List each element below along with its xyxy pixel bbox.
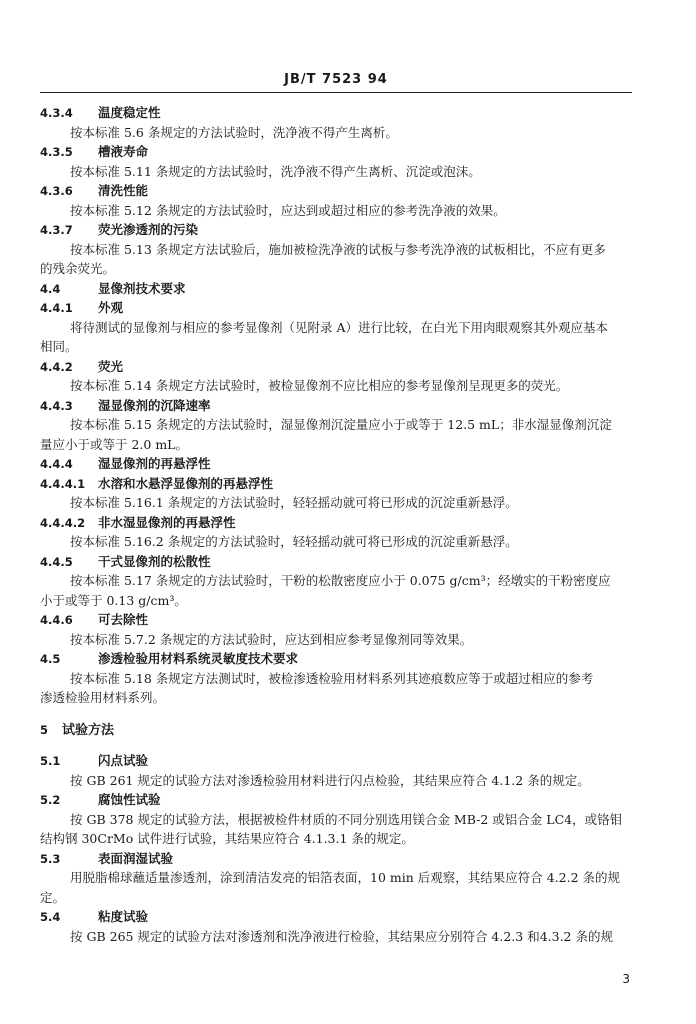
section-heading <box>40 720 632 740</box>
clause-number: 4.4.6 <box>40 613 73 627</box>
clause-title: 温度稳定性 <box>98 105 161 120</box>
clause-heading <box>40 751 632 771</box>
header-rule <box>40 92 632 93</box>
clause-heading <box>40 103 632 123</box>
body-line: 将待测试的显像剂与相应的参考显像剂（见附录 A）进行比较，在白光下用肉眼观察其外观应基本 <box>70 319 609 335</box>
body-line: 按本标准 5.7.2 条规定的方法试验时，应达到相应参考显像剂同等效果。 <box>70 631 473 647</box>
clause-heading <box>40 181 632 201</box>
clause-number: 4.4.1 <box>40 301 73 315</box>
clause-title: 荧光 <box>98 358 124 374</box>
clause-heading <box>40 396 632 416</box>
clause-title: 湿显像剂的沉降速率 <box>98 397 211 413</box>
clause-number: 4.4.4 <box>40 457 73 471</box>
clause-title: 水溶和水悬浮显像剂的再悬浮性 <box>98 475 274 491</box>
body-line: 按本标准 5.17 条规定的方法试验时，干粉的松散密度应小于 0.075 g/cm³；经墩实的干粉密度应 <box>70 573 611 588</box>
clause-heading <box>40 298 632 318</box>
body-line: 按本标准 5.13 条规定方法试验后，施加被检洗净液的试板与参考洗净液的试板相比，不应有更多 <box>70 241 606 257</box>
clause-title: 湿显像剂的再悬浮性 <box>98 456 211 471</box>
clause-number: 5.2 <box>40 793 61 807</box>
continuation-line: 相同。 <box>40 339 78 354</box>
clause-heading <box>40 474 632 494</box>
clause-title: 槽液寿命 <box>98 144 149 159</box>
clause-heading <box>40 907 632 927</box>
body-line: 按本标准 5.16.2 条规定的方法试验时，轻轻摇动就可将已形成的沉淀重新悬浮。 <box>70 534 518 549</box>
clause-title: 显像剂技术要求 <box>98 280 186 296</box>
body-line: 按 GB 378 规定的试验方法，根据被检件材质的不同分别选用镁合金 MB-2 或铝合金 LC4，或铬钼 <box>70 811 623 827</box>
clause-title: 可去除性 <box>98 612 149 627</box>
clause-number: 4.5 <box>40 652 61 666</box>
clause-number: 4.4 <box>40 281 61 296</box>
clause-number: 4.4.4.2 <box>40 515 86 530</box>
continuation-line: 结构钢 30CrMo 试件进行试验，其结果应符合 4.1.3.1 条的规定。 <box>40 831 414 846</box>
body-line: 用脱脂棉球蘸适量渗透剂，涂到清洁发亮的铝箔表面，10 min 后观察，其结果应符合 4.2.2 条的规 <box>70 870 621 885</box>
clause-number: 4.4.2 <box>40 359 73 374</box>
page-number: 3 <box>622 972 630 986</box>
clause-title: 外观 <box>98 300 124 315</box>
clause-number: 4.3.7 <box>40 223 73 237</box>
body-line: 按本标准 5.18 条规定方法测试时，被检渗透检验用材料系列其迹痕数应等于或超过相应的参考 <box>70 670 594 686</box>
clause-heading <box>40 513 632 533</box>
body-line: 按 GB 261 规定的试验方法对渗透检验用材料进行闪点检验，其结果应符合 4.1.2 条的规定。 <box>70 772 590 788</box>
spacer <box>40 708 632 720</box>
clause-number: 4.4.3 <box>40 398 73 413</box>
clause-number: 5.4 <box>40 910 61 924</box>
continuation-line: 定。 <box>40 889 66 905</box>
body-line: 按本标准 5.14 条规定方法试验时，被检显像剂不应比相应的参考显像剂呈现更多的荧光。 <box>70 378 569 393</box>
clause-title: 表面润湿试验 <box>98 850 174 866</box>
clause-heading <box>40 220 632 240</box>
body-line: 按本标准 5.15 条规定的方法试验时，湿显像剂沉淀量应小于或等于 12.5 mL；非水湿显像剂沉淀 <box>70 417 612 432</box>
clause-heading <box>40 790 632 810</box>
clause-heading <box>40 552 632 572</box>
clause-title: 非水湿显像剂的再悬浮性 <box>98 514 236 530</box>
clause-title: 闪点试验 <box>98 753 149 768</box>
body-line: 按本标准 5.6 条规定的方法试验时，洗净液不得产生离析。 <box>70 124 398 140</box>
clause-number: 4.3.6 <box>40 184 73 198</box>
clause-number: 4.3.4 <box>40 106 73 120</box>
clause-heading <box>40 279 632 299</box>
continuation-line: 小于或等于 0.13 g/cm³。 <box>40 592 187 608</box>
clause-title: 腐蚀性试验 <box>98 792 161 807</box>
clause-number: 5 <box>40 722 49 737</box>
clause-heading <box>40 610 632 630</box>
body-line: 按本标准 5.11 条规定的方法试验时，洗净液不得产生离析、沉淀或泡沫。 <box>70 163 481 179</box>
clause-title: 粘度试验 <box>98 909 149 924</box>
clause-heading <box>40 357 632 377</box>
clause-title: 干式显像剂的松散性 <box>98 553 211 569</box>
continuation-line: 量应小于或等于 2.0 mL。 <box>40 436 188 452</box>
continuation-line: 渗透检验用材料系列。 <box>40 690 166 705</box>
clause-title: 荧光渗透剂的污染 <box>98 222 199 237</box>
clause-number: 4.4.4.1 <box>40 476 86 491</box>
continuation-line: 的残余荧光。 <box>40 261 116 276</box>
clause-title: 渗透检验用材料系统灵敏度技术要求 <box>98 651 299 666</box>
spacer <box>40 739 632 751</box>
clause-number: 4.4.5 <box>40 554 73 569</box>
clause-heading <box>40 849 632 869</box>
body-line: 按 GB 265 规定的试验方法对渗透剂和洗净液进行检验，其结果应分别符合 4.2.3 和4.3.2 条的规 <box>70 928 613 944</box>
page-header: JB/T 7523 94 <box>284 72 388 87</box>
clause-number: 4.3.5 <box>40 145 73 159</box>
clause-number: 5.3 <box>40 851 61 866</box>
document-body <box>40 103 632 946</box>
clause-number: 5.1 <box>40 754 61 768</box>
clause-title: 清洗性能 <box>98 183 149 198</box>
body-line: 按本标准 5.12 条规定的方法试验时，应达到或超过相应的参考洗净液的效果。 <box>70 202 506 218</box>
body-line: 按本标准 5.16.1 条规定的方法试验时，轻轻摇动就可将已形成的沉淀重新悬浮。 <box>70 495 518 510</box>
clause-heading <box>40 649 632 669</box>
clause-heading <box>40 142 632 162</box>
clause-heading <box>40 454 632 474</box>
clause-title: 试验方法 <box>62 722 115 738</box>
